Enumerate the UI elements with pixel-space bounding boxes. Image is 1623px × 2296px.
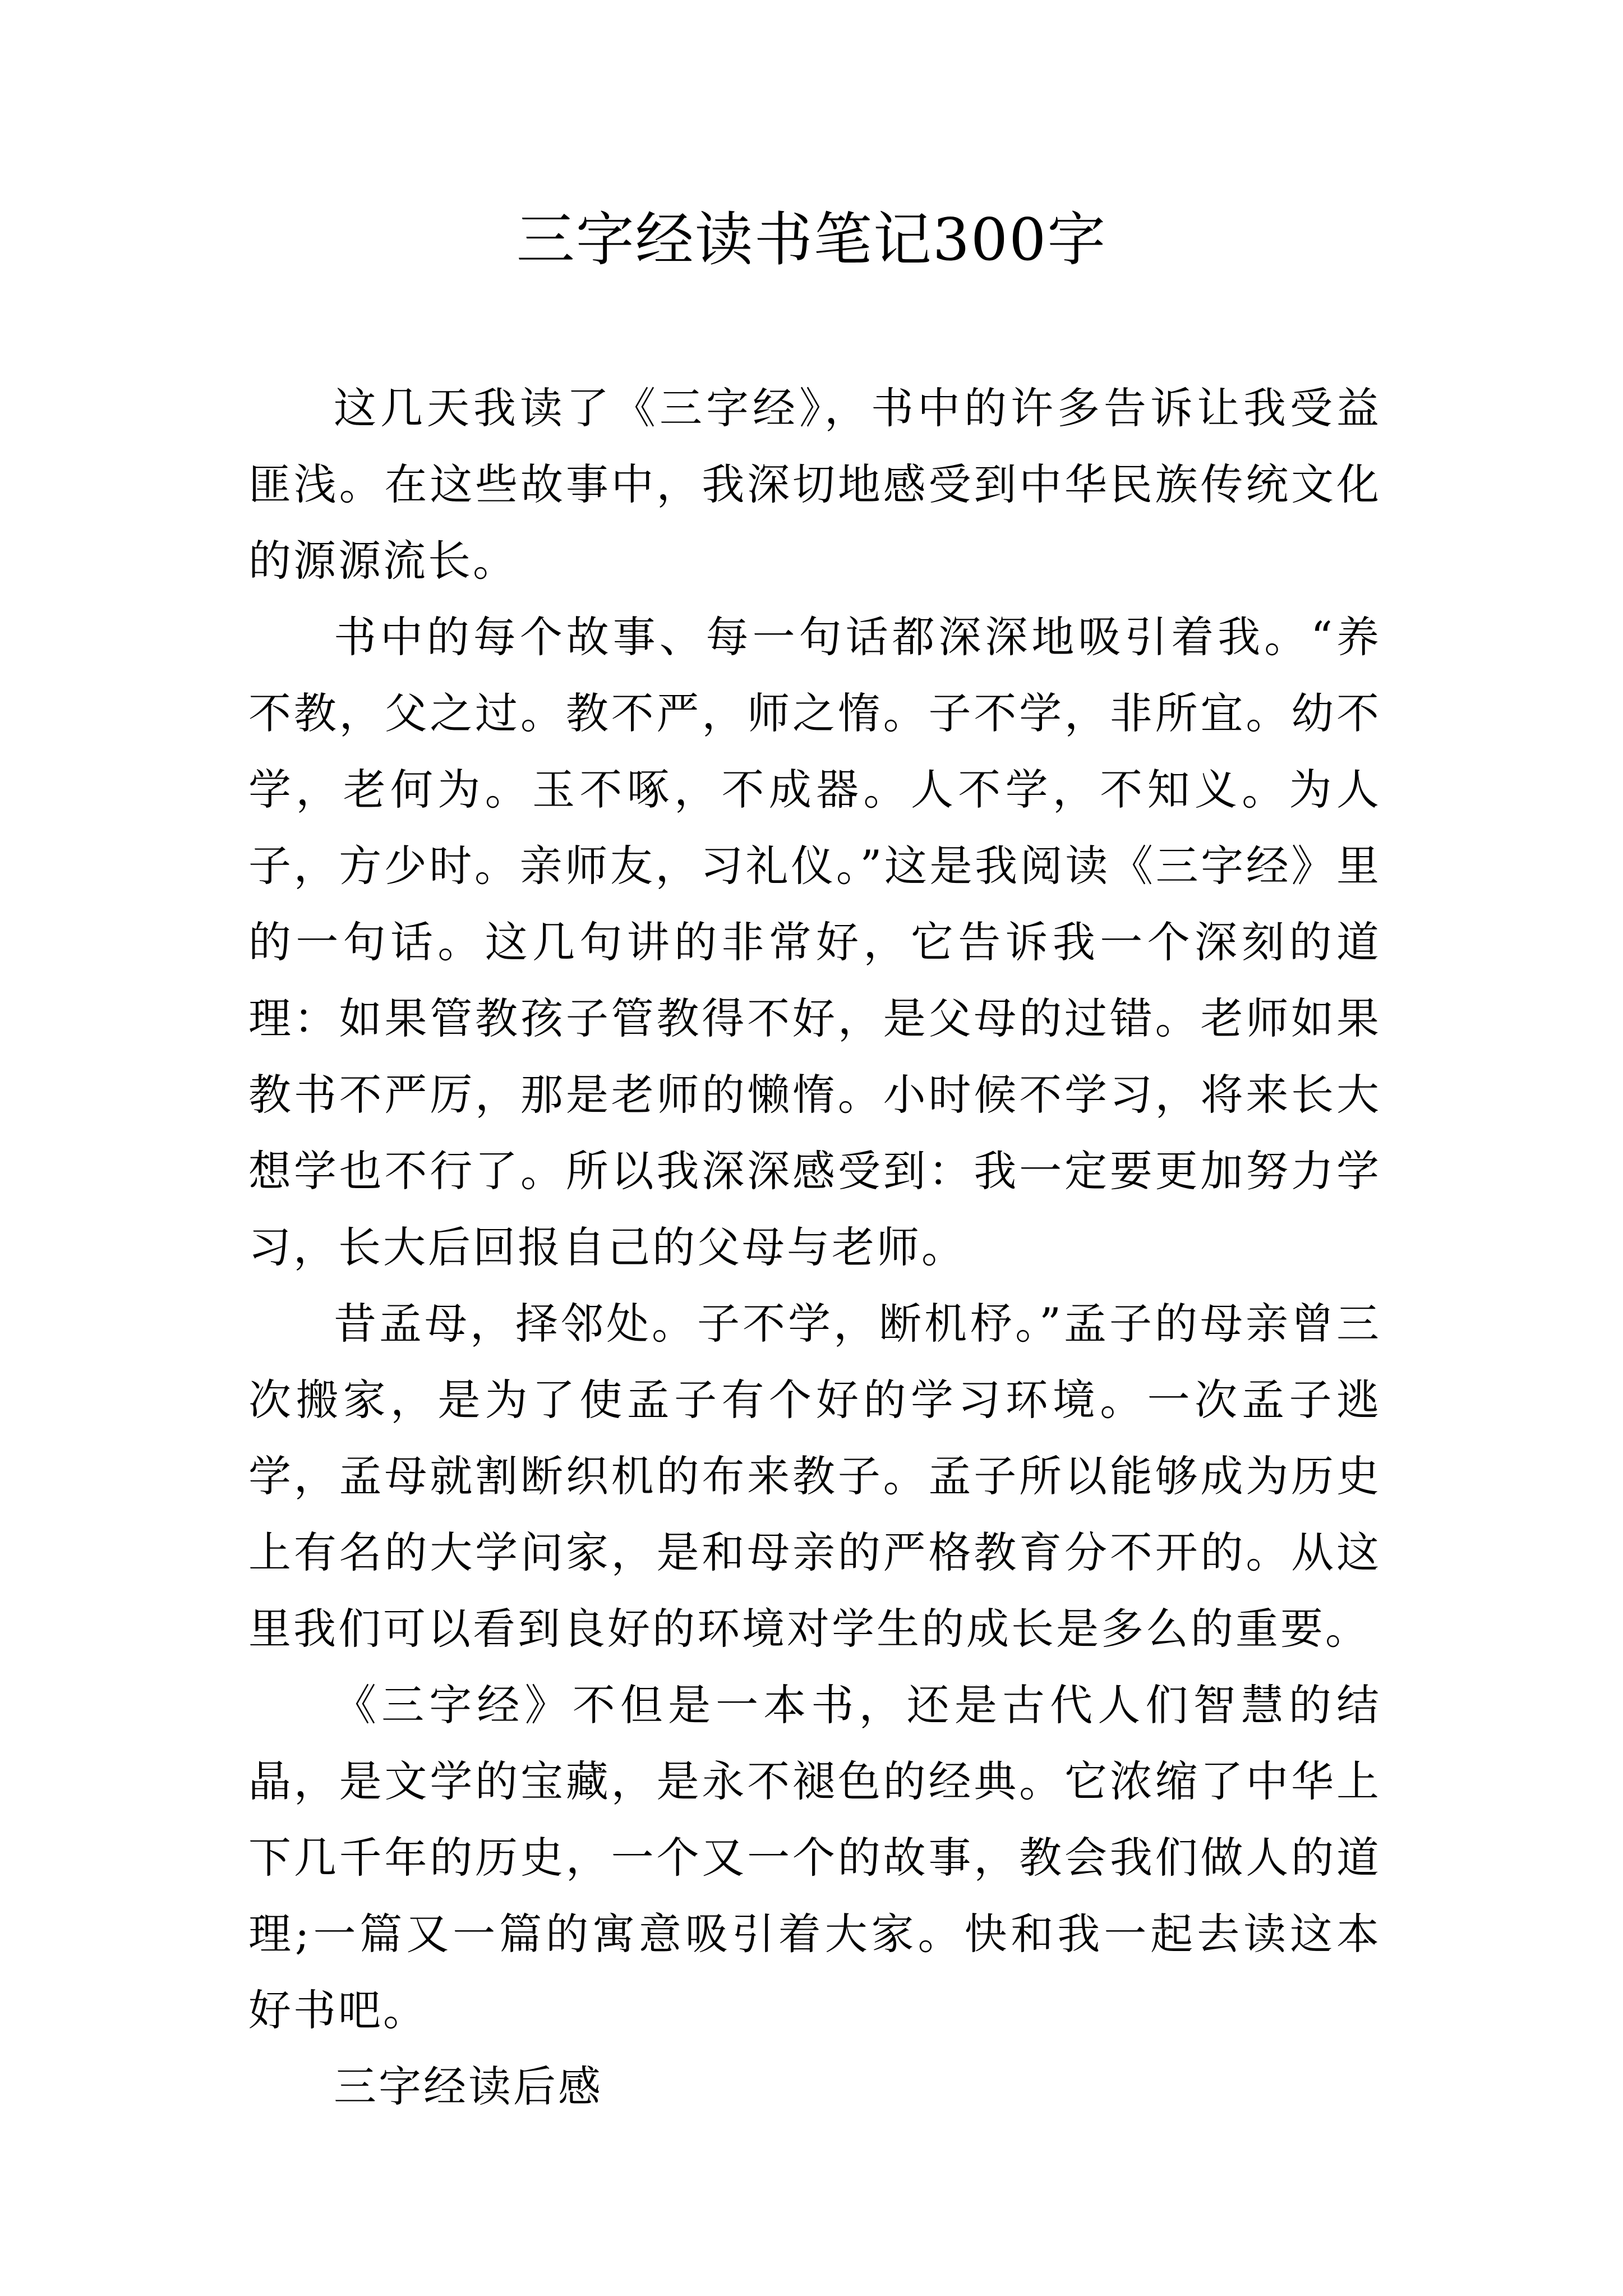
paragraph-intro: 这几天我读了《三字经》，书中的许多告诉让我受益匪浅。在这些故事中，我深切地感受到中华民族传统文化的源源流长。 (248, 383, 1381, 586)
page-title: 三字经读书笔记300字 (516, 205, 1107, 274)
document-body (248, 370, 1381, 2125)
paragraph-mencius: 昔孟母，择邻处。子不学，断机杼。”孟子的母亲曾三次搬家，是为了使孟子有个好的学习环境。一次孟子逃学，孟母就割断织机的布来教子。孟子所以能够成为历史上有名的大学问家，是和母亲的严格教育分不开的。从这里我们可以看到良好的环境对学生的成长是多么的重要。 (248, 1299, 1381, 1654)
paragraph-quote: 书中的每个故事、每一句话都深深地吸引着我。“养不教，父之过。教不严，师之惰。子不学，非所宜。幼不学，老何为。玉不啄，不成器。人不学，不知义。为人子，方少时。亲师友，习礼仪。”这是我阅读《三字经》里的一句话。这几句讲的非常好，它告诉我一个深刻的道理：如果管教孩子管教得不好，是父母的过错。老师如果教书不严厉，那是老师的懒惰。小时候不学习，将来长大想学也不行了。所以我深深感受到：我一定要更加努力学习，长大后回报自己的父母与老师。 (248, 612, 1381, 1272)
paragraph-conclusion: 《三字经》不但是一本书，还是古代人们智慧的结晶，是文学的宝藏，是永不褪色的经典。它浓缩了中华上下几千年的历史，一个又一个的故事，教会我们做人的道理;一篇又一篇的寓意吸引着大家。快和我一起去读这本好书吧。 (248, 1680, 1381, 2035)
paragraph-subheading: 三字经读后感 (334, 2062, 603, 2111)
